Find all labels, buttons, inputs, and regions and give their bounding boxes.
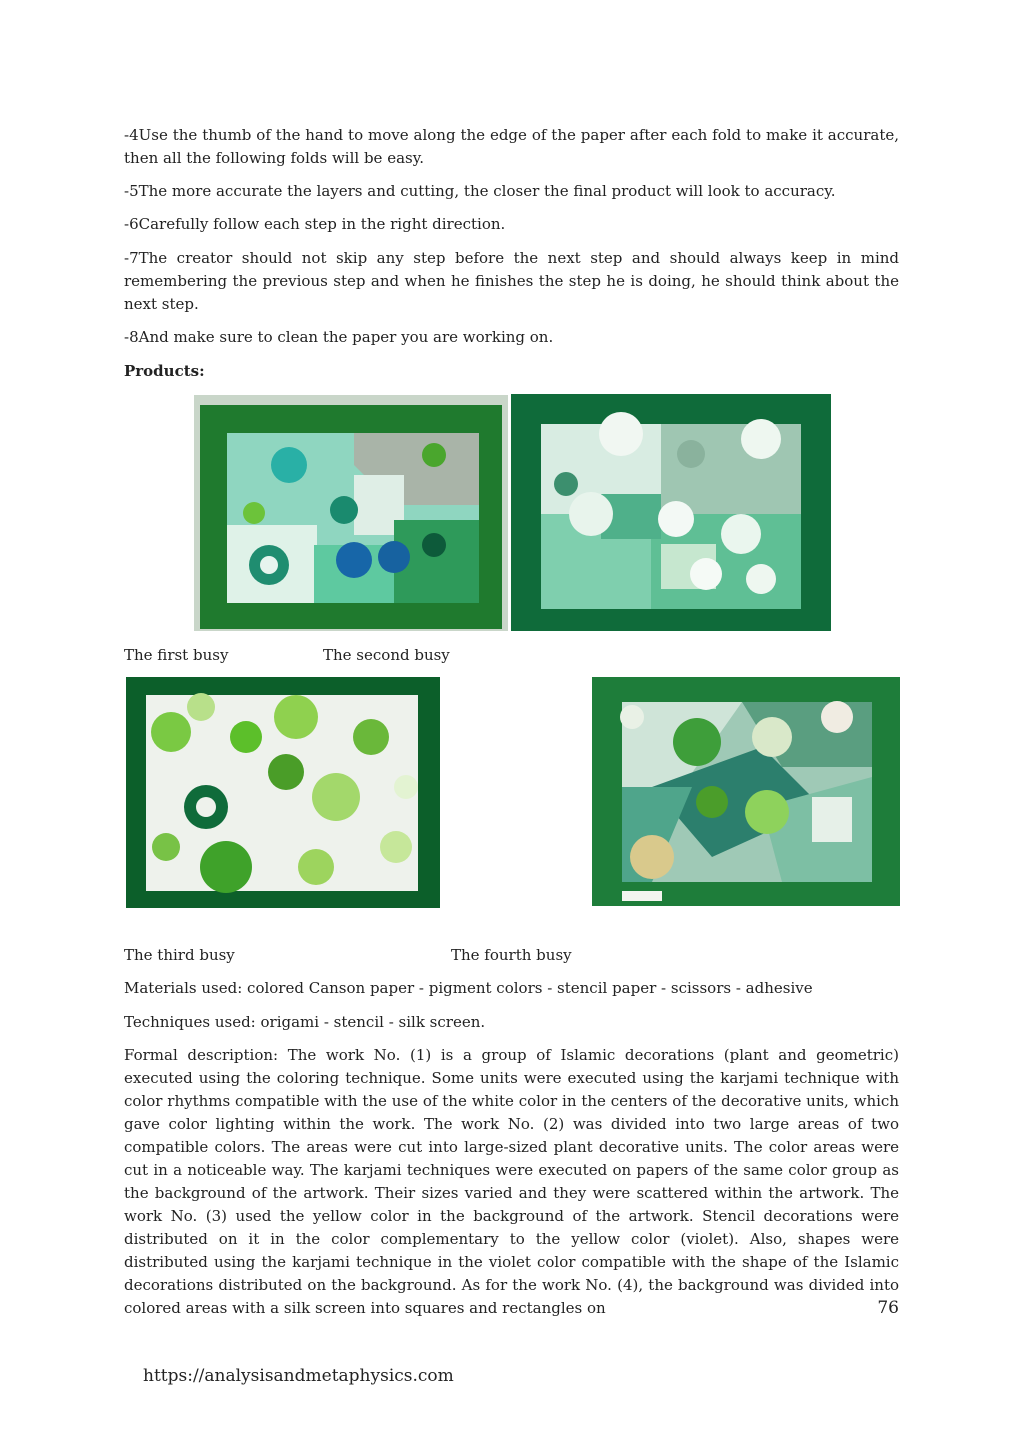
caption-third: The third busy	[124, 946, 235, 964]
products-heading: Products:	[124, 362, 205, 380]
step-7-paragraph: -7The creator should not skip any step before the next step and should always keep in mind remembering the previous step and when he finishes the step he is doing, he should think about the next step.	[124, 249, 899, 313]
caption-fourth: The fourth busy	[451, 946, 572, 964]
step-4-paragraph: -4Use the thumb of the hand to move along the edge of the paper after each fold to make it accurate, then all the following folds will be easy.	[124, 126, 899, 167]
artwork-2-image	[511, 394, 831, 631]
step-8-paragraph: -8And make sure to clean the paper you are working on.	[124, 328, 554, 346]
caption-second: The second busy	[323, 646, 450, 664]
artwork-1-image	[194, 395, 508, 631]
step-6-paragraph: -6Carefully follow each step in the right direction.	[124, 215, 506, 233]
techniques-paragraph: Techniques used: origami - stencil - silk screen.	[124, 1013, 486, 1031]
footer-url[interactable]: https://analysisandmetaphysics.com	[143, 1366, 454, 1386]
caption-first: The first busy	[124, 646, 229, 664]
artwork-4-image	[592, 677, 900, 906]
artwork-3-image	[126, 677, 440, 908]
step-5-paragraph: -5The more accurate the layers and cutting, the closer the final product will look to accuracy.	[124, 182, 836, 200]
page-number: 76	[877, 1298, 899, 1318]
materials-paragraph: Materials used: colored Canson paper - pigment colors - stencil paper - scissors - adhesive	[124, 979, 813, 997]
formal-description-paragraph: Formal description: The work No. (1) is a group of Islamic decorations (plant and geometric) executed using the coloring technique. Some units were executed using the karjami technique with color rhythms compatible with the use of the white color in the centers of the decorative units, which gave color lighting within the work. The work No. (2) was divided into two large areas of two compatible colors. The areas were cut into large-sized plant decorative units. The color areas were cut in a noticeable way. The karjami techniques were executed on papers of the same color group as the background of the artwork. Their sizes varied and they were scattered within the artwork. The work No. (3) used the yellow color in the background of the artwork. Stencil decorations were distributed on it in the color complementary to the yellow color (violet). Also, shapes were distributed using the karjami technique in the violet color compatible with the shape of the Islamic decorations distributed on the background. As for the work No. (4), the background was divided into colored areas with a silk screen into squares and rectangles on	[124, 1046, 899, 1317]
